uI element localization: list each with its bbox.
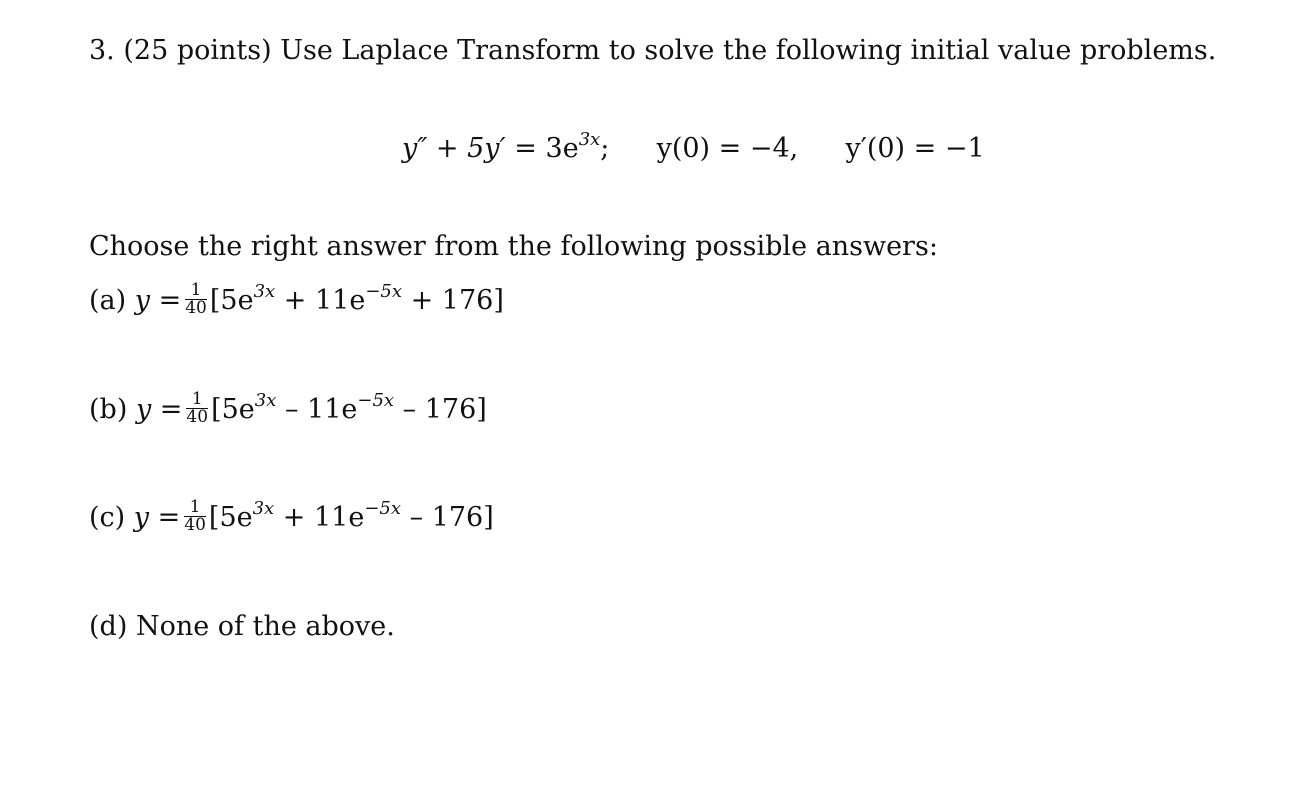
- question-prompt: Use Laplace Transform to solve the following initial value problems.: [280, 35, 1217, 66]
- initial-condition-2: y′(0) = −1: [845, 133, 985, 164]
- ode-separator: ;: [600, 133, 610, 164]
- option-a: (a) y = $\frac{1}{40}$ $[5e^{3x} + 11e^{-5x} + 176]$: [89, 280, 504, 318]
- ode-equals: =: [514, 133, 537, 164]
- option-c: (c) y = $\frac{1}{40}$ $[5e^{3x} + 11e^{-5x} - 176]$: [89, 497, 494, 535]
- question-points: (25 points): [123, 35, 272, 66]
- instruction-text: Choose the right answer from the following possible answers:: [89, 231, 938, 262]
- option-y: y =: [134, 285, 182, 316]
- fraction: $\frac{1}{40}$: [184, 497, 206, 535]
- option-label: (a): [89, 285, 127, 316]
- option-d: [89, 610, 395, 644]
- option-b: (b) y = $\frac{1}{40}$ $[5e^{3x} - 11e^{-5x} - 176]$: [89, 389, 487, 427]
- option-label: (d): [89, 611, 128, 642]
- question-header: [89, 34, 1216, 68]
- ode-lhs: y″ + 5y′: [402, 133, 506, 164]
- initial-condition-1: y(0) = −4,: [656, 133, 799, 164]
- question-number: 3.: [89, 35, 115, 66]
- fraction: $\frac{1}{40}$: [185, 280, 207, 318]
- ode-rhs: $3e^{3x}$: [545, 129, 601, 164]
- option-text: None of the above.: [135, 611, 395, 642]
- option-label: (b): [89, 394, 128, 425]
- option-y: y =: [135, 394, 183, 425]
- fraction: $\frac{1}{40}$: [186, 389, 209, 427]
- display-equation: [402, 129, 985, 166]
- option-label: (c): [89, 502, 126, 533]
- option-y: y =: [133, 502, 181, 533]
